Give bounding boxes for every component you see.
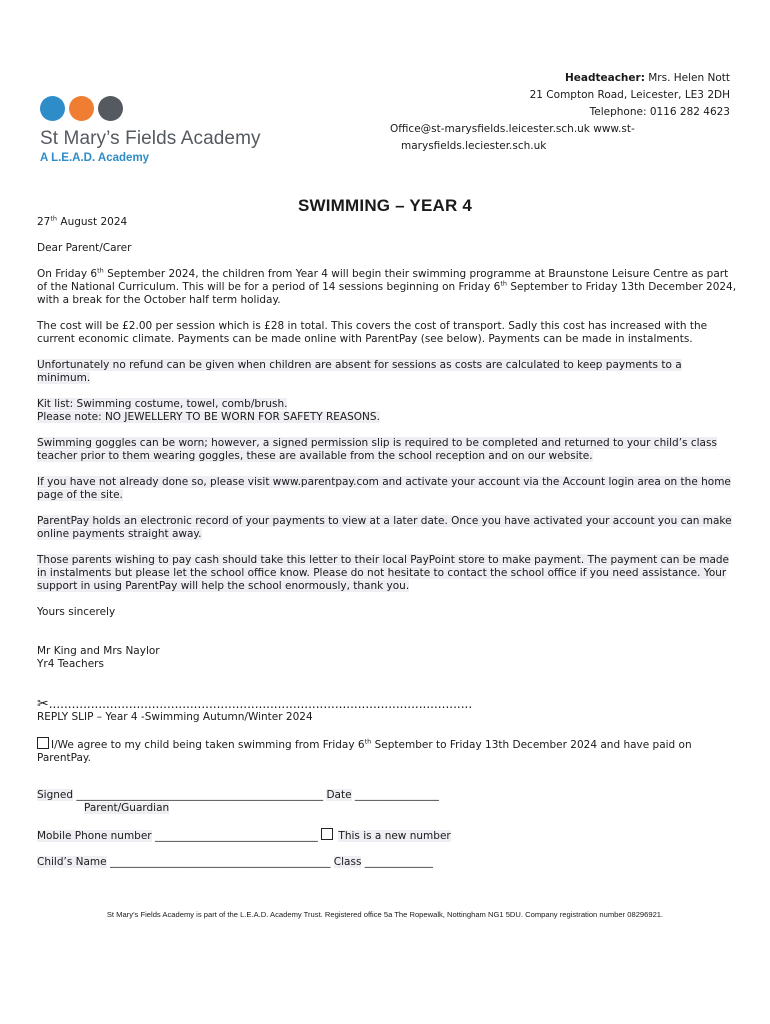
paragraph-refund: Unfortunately no refund can be given when children are absent for sessions as costs are calculated to keep payments to a minimum. — [37, 359, 682, 384]
child-name-field[interactable]: __________________________________________ — [109, 856, 331, 868]
school-email-website — [370, 121, 730, 155]
letter-body — [37, 216, 737, 869]
logo-dot-grey — [98, 96, 123, 121]
class-field[interactable]: _____________ — [364, 856, 434, 868]
child-name-label: Child’s Name — [37, 856, 107, 868]
cut-line — [37, 698, 737, 711]
signatory-names: Mr King and Mrs Naylor — [37, 645, 160, 657]
paragraph-schedule: On Friday 6th September 2024, the children from Year 4 will begin their swimming programme at Braunstone Leisure Centre as part of the National Curriculum. This will be for a period of 14 sessions beginning on Friday 6th September to Friday 13th December 2024, with a break for the October half term holiday. — [37, 266, 737, 306]
headteacher-name: Mrs. Helen Nott — [648, 72, 730, 84]
scissors-icon: ✂ — [37, 696, 49, 712]
parent-guardian-label: Parent/Guardian — [84, 802, 170, 814]
new-number-checkbox[interactable] — [321, 828, 333, 840]
signature-row — [37, 789, 737, 802]
headteacher-label: Headteacher: — [564, 72, 645, 84]
contact-line-2: marysfields.leciester.sch.uk — [401, 140, 547, 152]
letter-title: SWIMMING – YEAR 4 — [297, 196, 473, 215]
new-number-label: This is a new number — [338, 830, 451, 842]
paragraph-goggles: Swimming goggles can be worn; however, a signed permission slip is required to be completed and returned to your child’s class teacher prior to them wearing goggles, these are available from the school reception and on our website. — [37, 437, 717, 462]
dotted-cut-line: ............................................................................................................... — [48, 697, 473, 711]
letter-date: 27th August 2024 — [37, 214, 128, 228]
contact-line-1: Office@st-marysfields.leicester.sch.uk www.st- — [390, 123, 635, 135]
mobile-field[interactable]: _______________________________ — [154, 830, 318, 842]
logo-dot-orange — [69, 96, 94, 121]
paragraph-cash-payment: Those parents wishing to pay cash should take this letter to their local PayPoint store to make payment. The payment can be made in instalments but please let the school office know. Please do not hesitate to contact the school office if you need assistance. Your support in using ParentPay will help the school enormously, thank you. — [37, 554, 730, 592]
headteacher-line — [370, 70, 730, 87]
school-contact-block — [370, 70, 730, 155]
signed-label: Signed — [37, 789, 74, 801]
logo-dot-blue — [40, 96, 65, 121]
paragraph-parentpay-record: ParentPay holds an electronic record of your payments to view at a later date. Once you have activated your account you can make online payments straight away. — [37, 515, 732, 540]
school-telephone: Telephone: 0116 282 4623 — [589, 106, 730, 118]
school-address: 21 Compton Road, Leicester, LE3 2DH — [529, 89, 730, 101]
mobile-label: Mobile Phone number — [37, 830, 152, 842]
date-field[interactable]: ________________ — [354, 789, 439, 801]
school-name: St Mary’s Fields Academy — [40, 128, 261, 149]
paragraph-parentpay-activate: If you have not already done so, please visit www.parentpay.com and activate your account via the Account login area on the home page of the site. — [37, 476, 731, 501]
child-row — [37, 856, 737, 869]
paragraph-cost: The cost will be £2.00 per session which is £28 in total. This covers the cost of transport. Sadly this cost has increased with the current economic climate. Payments can be made online with ParentPay (see below). Payments can be made in instalments. — [37, 320, 708, 345]
mobile-row — [37, 828, 737, 843]
class-label: Class — [333, 856, 362, 868]
school-subtitle: A L.E.A.D. Academy — [40, 152, 150, 164]
reply-slip-title: REPLY SLIP – Year 4 -Swimming Autumn/Winter 2024 — [37, 711, 313, 723]
paragraph-kit-list: Kit list: Swimming costume, towel, comb/brush. Please note: NO JEWELLERY TO BE WORN FOR SAFETY REASONS. — [37, 398, 380, 423]
agree-checkbox[interactable] — [37, 737, 49, 749]
closing: Yours sincerely — [37, 606, 116, 618]
date-label: Date — [326, 789, 352, 801]
signature-field[interactable]: _______________________________________________ — [76, 789, 324, 801]
signatory-role: Yr4 Teachers — [37, 658, 104, 670]
footer-legal: St Mary’s Fields Academy is part of the L.E.A.D. Academy Trust. Registered office 5a The Ropewalk, Nottingham NG1 5DU. Company registration number 08296921. — [106, 910, 664, 919]
school-logo — [40, 96, 125, 122]
agreement-statement: I/We agree to my child being taken swimming from Friday 6th September to Friday 13th December 2024 and have paid on ParentPay. — [37, 737, 692, 764]
salutation: Dear Parent/Carer — [37, 242, 132, 254]
